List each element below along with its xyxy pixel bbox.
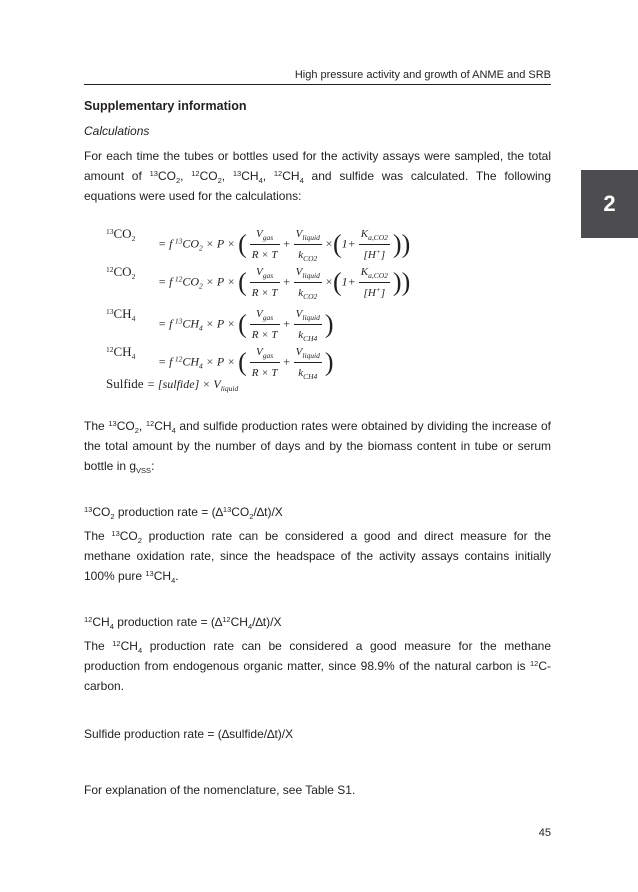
equations-block — [84, 214, 551, 394]
equation-sulfide: Sulfide = [sulfide] × $V_{liquid}$ — [106, 376, 239, 393]
rate-12ch4-description: The $^{12}CH_4$ production rate can be considered a good measure for the methane production from endogenous organic matter, since 98.9% of the natural carbon is $^{12}$C-carbon. — [84, 639, 552, 693]
rate-sulfide-formula: Sulfide production rate = (∆sulfide/∆t)/X — [84, 727, 294, 741]
rate-12ch4-formula: $^{12}CH_4$ production rate = $(\Delta^{12}CH_4/\Delta t)/X$ — [84, 615, 282, 631]
nomenclature-note: For explanation of the nomenclature, see Table S1. — [84, 783, 356, 797]
production-rate-paragraph: The $^{13}CO_2$, $^{12}CH_4$ and sulfide production rates were obtained by dividing the increase of the total amount by the number of days and by the biomass content in tube or serum bottle in $g_{VSS}$: — [84, 419, 552, 475]
equation-12ch4: $^{12}CH_4$ = f $^{12}CH_4 \times P$ × ( $\frac{V_{gas}}{R \times T}$ + $\frac{V_{liquid}}{k_{CH4}}$ ) — [106, 344, 334, 381]
equation-13co2: $^{13}CO_2$ = f $^{13}CO_2 \times P$ × ( $\frac{V_{gas}}{R \times T}$ + $\frac{V_{liquid}}{k_{CO2}}$ ×(1+ $\frac{K_{a,CO2}}{[H^+]}$ )) — [106, 226, 411, 263]
equation-13ch4: $^{13}CH_4$ = f $^{13}CH_4 \times P$ × ( $\frac{V_{gas}}{R \times T}$ + $\frac{V_{liquid}}{k_{CH4}}$ ) — [106, 306, 334, 343]
running-header: High pressure activity and growth of ANME and SRB — [294, 69, 551, 81]
page-body — [84, 96, 551, 800]
rate-13co2-formula: $^{13}CO_2$ production rate = $(\Delta^{13}CO_2/\Delta t)/X$ — [84, 505, 283, 521]
chapter-tab: 2 — [581, 170, 638, 238]
section-subheading: Calculations — [84, 124, 150, 138]
section-heading: Supplementary information — [84, 99, 247, 113]
equation-12co2: $^{12}CO_2$ = f $^{12}CO_2 \times P$ × ( $\frac{V_{gas}}{R \times T}$ + $\frac{V_{liquid}}{k_{CO2}}$ ×(1+ $\frac{K_{a,CO2}}{[H^+]}$ )) — [106, 264, 411, 301]
intro-paragraph: For each time the tubes or bottles used for the activity assays were sampled, the total amount of $^{13}CO_2$, $^{12}CO_2$, $^{13}CH_4$, $^{12}CH_4$ and sulfide was calculated. The following equations were used for the calculations: — [84, 149, 552, 203]
rate-13co2-description: The $^{13}CO_2$ production rate can be considered a good and direct measure for the methane oxidation rate, since the headspace of the activity assays contains initially 100% pure $^{13}CH_4$. — [84, 529, 552, 585]
header-rule — [84, 84, 551, 85]
page-number: 45 — [538, 827, 551, 839]
